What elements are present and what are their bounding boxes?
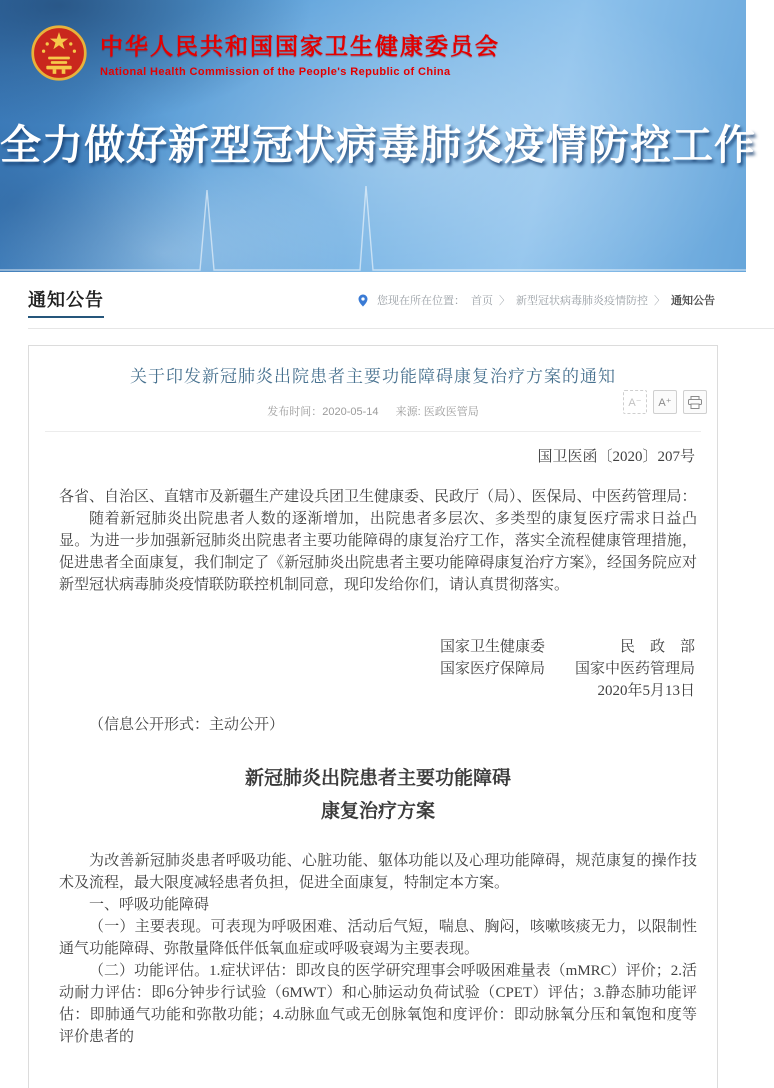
breadcrumb-separator: 〉: [499, 295, 510, 307]
org-name-en: National Health Commission of the People's Republic of China: [100, 66, 451, 78]
signature-block: [59, 636, 697, 702]
breadcrumb-separator: 〉: [654, 295, 665, 307]
section-divider: [28, 328, 774, 329]
document-body: [29, 446, 717, 1048]
article-meta: [29, 403, 717, 419]
font-tools: [617, 390, 707, 414]
source-label: 来源:: [395, 406, 421, 418]
location-pin-icon: [357, 293, 369, 308]
logo-row[interactable]: [30, 24, 500, 82]
org-names: [100, 28, 500, 78]
plan-body: [59, 850, 697, 1048]
plan-title-line-2: 康复治疗方案: [320, 801, 435, 822]
publish-time-label: 发布时间：: [267, 406, 323, 418]
salutation: 各省、自治区、直辖市及新疆生产建设兵团卫生健康委、民政厅（局）、医保局、中医药管理局：: [59, 489, 697, 505]
banner-slogan: 全力做好新型冠状病毒肺炎疫情防控工作: [0, 122, 756, 168]
plan-paragraph: （二）功能评估。1.症状评估：即改良的医学研究理事会呼吸困难量表（mMRC）评价；2.活动耐力评估：即6分钟步行试验（6MWT）和心肺运动负荷试验（CPET）评估；3.静态肺功能评估：即肺通气功能和弥散功能；4.动脉血气或无创脉氧饱和度评价：即动脉氧分压和氧饱和度等评价患者的: [59, 963, 697, 1045]
meta-divider: [45, 431, 701, 432]
breadcrumb: [357, 292, 718, 308]
paragraph-intro: 随着新冠肺炎出院患者人数的逐渐增加，出院患者多层次、多类型的康复医疗需求日益凸显。为进一步加强新冠肺炎出院患者主要功能障碍的康复治疗工作，落实全流程健康管理措施，促进患者全面康复，我们制定了《新冠肺炎出院患者主要功能障碍康复治疗方案》，经国务院应对新型冠状病毒肺炎疫情联防联控机制同意，现印发给你们，请认真贯彻落实。: [59, 511, 697, 593]
breadcrumb-item-topic[interactable]: 新型冠状病毒肺炎疫情防控: [516, 295, 648, 307]
breadcrumb-item-home[interactable]: 首页: [471, 295, 493, 307]
disclosure-note: （信息公开形式：主动公开）: [89, 717, 285, 733]
breadcrumb-item-current[interactable]: 通知公告: [671, 295, 715, 307]
article-box: [28, 345, 718, 1088]
font-smaller-button[interactable]: A⁻: [623, 390, 647, 414]
section-bar: [0, 272, 746, 329]
plan-paragraph: 为改善新冠肺炎患者呼吸功能、心脏功能、躯体功能以及心理功能障碍，规范康复的操作技术及流程，最大限度减轻患者负担，促进全面康复，特制定本方案。: [59, 853, 697, 891]
section-title: 通知公告: [28, 286, 104, 318]
plan-title: [59, 762, 697, 828]
plan-title-line-1: 新冠肺炎出院患者主要功能障碍: [244, 768, 511, 789]
breadcrumb-prefix: 您现在所在位置：: [377, 295, 465, 307]
print-icon: [688, 396, 702, 409]
ecg-line-graphic: [0, 180, 746, 272]
plan-paragraph: （一）主要表现。可表现为呼吸困难、活动后气短，喘息、胸闷，咳嗽咳痰无力，以限制性通气功能障碍、弥散量降低伴低氧血症或呼吸衰竭为主要表现。: [59, 919, 697, 957]
signature-line-1: 国家卫生健康委 民 政 部: [439, 639, 695, 655]
publish-date: 2020-05-14: [322, 406, 379, 418]
signature-line-2: 国家医疗保障局 国家中医药管理局: [439, 661, 695, 677]
signature-date: 2020年5月13日: [597, 683, 695, 699]
site-header: [0, 0, 756, 272]
print-button[interactable]: [683, 390, 707, 414]
source-value: 医政医管局: [423, 406, 479, 418]
article-title: 关于印发新冠肺炎出院患者主要功能障碍康复治疗方案的通知: [130, 367, 616, 386]
font-larger-button[interactable]: A⁺: [653, 390, 677, 414]
org-name-cn: 中华人民共和国国家卫生健康委员会: [100, 33, 500, 59]
national-emblem-icon: [30, 24, 88, 82]
plan-heading-respiratory: 一、呼吸功能障碍: [89, 897, 210, 913]
document-number: 国卫医函〔2020〕207号: [537, 449, 695, 465]
